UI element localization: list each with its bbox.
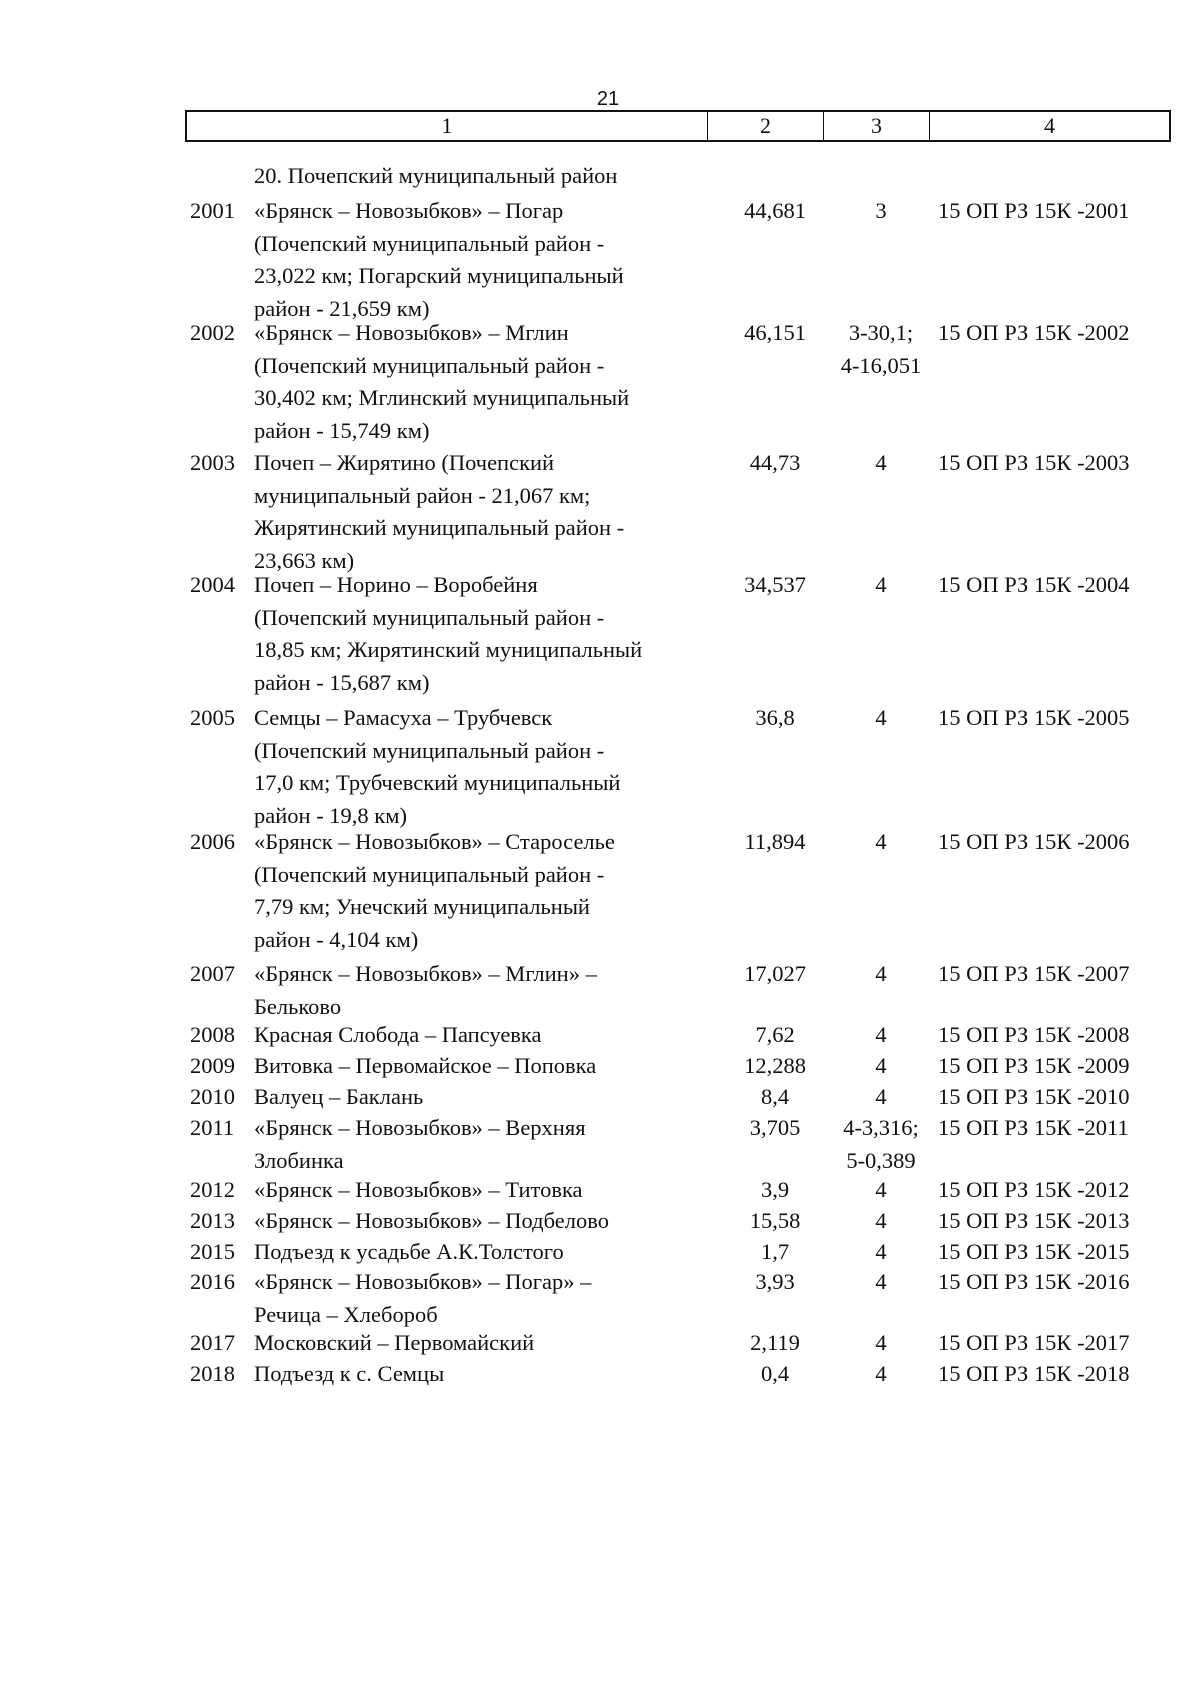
road-category: 4 [875,1177,887,1202]
road-code: 15 ОП РЗ 15К -2018 [938,1361,1130,1386]
road-length: 3,705 [749,1115,801,1140]
road-number: 2006 [190,829,235,854]
road-code: 15 ОП РЗ 15К -2009 [938,1053,1130,1078]
road-length: 12,288 [744,1053,806,1078]
road-name: «Брянск – Новозыбков» – Погар (Почепский муниципальный район - 23,022 км; Погарский муниципальный район - 21,659 км) [254,198,624,321]
road-category: 4 [875,1361,887,1386]
road-code: 15 ОП РЗ 15К -2004 [938,572,1130,597]
road-number: 2013 [190,1208,235,1233]
road-number: 2003 [190,450,235,475]
road-category: 4 [875,829,887,854]
road-code: 15 ОП РЗ 15К -2001 [938,198,1130,223]
road-category: 4 [875,1239,887,1264]
road-code: 15 ОП РЗ 15К -2010 [938,1084,1130,1109]
road-number: 2012 [190,1177,235,1202]
column-header-2: 2 [708,112,824,140]
road-length: 11,894 [744,829,806,854]
road-category: 4 [875,1208,887,1233]
road-length: 17,027 [744,961,806,986]
road-length: 34,537 [744,572,806,597]
road-number: 2010 [190,1084,235,1109]
road-code: 15 ОП РЗ 15К -2006 [938,829,1130,854]
road-length: 46,151 [744,320,806,345]
road-number: 2011 [190,1115,235,1140]
road-length: 7,62 [755,1022,795,1047]
road-code: 15 ОП РЗ 15К -2002 [938,320,1130,345]
road-code: 15 ОП РЗ 15К -2011 [938,1115,1129,1140]
road-code: 15 ОП РЗ 15К -2012 [938,1177,1130,1202]
road-category: 3-30,1; 4-16,051 [840,320,922,378]
page-number: 21 [596,88,620,110]
road-length: 3,93 [755,1269,795,1294]
road-category: 4 [875,1084,887,1109]
road-name: «Брянск – Новозыбков» – Мглин (Почепский муниципальный район - 30,402 км; Мглинский муниципальный район - 15,749 км) [254,320,630,443]
road-code: 15 ОП РЗ 15К -2013 [938,1208,1130,1233]
column-header-1: 1 [187,112,708,140]
road-category: 4 [875,1269,887,1294]
road-name: «Брянск – Новозыбков» – Погар» – Речица – Хлебороб [254,1269,592,1327]
road-number: 2015 [190,1239,235,1264]
road-name: Семцы – Рамасуха – Трубчевск (Почепский муниципальный район - 17,0 км; Трубчевский муниципальный район - 19,8 км) [254,705,621,828]
road-name: Подъезд к с. Семцы [254,1361,445,1386]
road-number: 2016 [190,1269,235,1294]
road-name: Подъезд к усадьбе А.К.Толстого [254,1239,564,1264]
road-code: 15 ОП РЗ 15К -2003 [938,450,1130,475]
road-number: 2008 [190,1022,235,1047]
road-number: 2004 [190,572,235,597]
road-code: 15 ОП РЗ 15К -2016 [938,1269,1130,1294]
column-header-4: 4 [1044,113,1055,138]
road-category: 4 [875,705,887,730]
road-category: 4 [875,1330,887,1355]
road-name: Валуец – Баклань [254,1084,424,1109]
road-number: 2017 [190,1330,235,1355]
road-length: 44,73 [749,450,801,475]
road-length: 15,58 [749,1208,801,1233]
road-category: 4 [875,1053,887,1078]
road-category: 3 [875,198,887,223]
road-length: 0,4 [760,1361,790,1386]
road-name: Красная Слобода – Папсуевка [254,1022,542,1047]
road-length: 3,9 [760,1177,790,1202]
road-length: 2,119 [750,1330,800,1355]
road-category: 4 [875,1022,887,1047]
road-category: 4 [875,961,887,986]
road-code: 15 ОП РЗ 15К -2008 [938,1022,1130,1047]
road-name: «Брянск – Новозыбков» – Верхняя Злобинка [254,1115,586,1173]
road-name: «Брянск – Новозыбков» – Староселье (Почепский муниципальный район - 7,79 км; Унечский муниципальный район - 4,104 км) [254,829,615,952]
road-code: 15 ОП РЗ 15К -2007 [938,961,1130,986]
column-header-3: 3 [824,112,930,140]
road-name: Московский – Первомайский [254,1330,535,1355]
road-length: 1,7 [760,1239,790,1264]
road-category: 4 [875,450,887,475]
road-length: 44,681 [744,198,806,223]
road-name: «Брянск – Новозыбков» – Мглин» – Бельково [254,961,597,1019]
road-category: 4 [875,572,887,597]
road-number: 2005 [190,705,235,730]
road-code: 15 ОП РЗ 15К -2017 [938,1330,1130,1355]
road-number: 2009 [190,1053,235,1078]
road-number: 2018 [190,1361,235,1386]
road-name: Почеп – Норино – Воробейня (Почепский муниципальный район - 18,85 км; Жирятинский муниципальный район - 15,687 км) [254,572,643,695]
road-code: 15 ОП РЗ 15К -2015 [938,1239,1130,1264]
section-title: 20. Почепский муниципальный район [254,163,618,188]
road-category: 4-3,316; 5-0,389 [843,1115,919,1173]
road-length: 8,4 [760,1084,790,1109]
road-name: Витовка – Первомайское – Поповка [254,1053,597,1078]
road-number: 2007 [190,961,235,986]
road-number: 2002 [190,320,235,345]
road-number: 2001 [190,198,235,223]
road-length: 36,8 [755,705,795,730]
road-name: «Брянск – Новозыбков» – Титовка [254,1177,583,1202]
column-header-row [185,110,1171,142]
road-code: 15 ОП РЗ 15К -2005 [938,705,1130,730]
road-name: «Брянск – Новозыбков» – Подбелово [254,1208,609,1233]
road-name: Почеп – Жирятино (Почепский муниципальный район - 21,067 км; Жирятинский муниципальный район - 23,663 км) [254,450,625,573]
